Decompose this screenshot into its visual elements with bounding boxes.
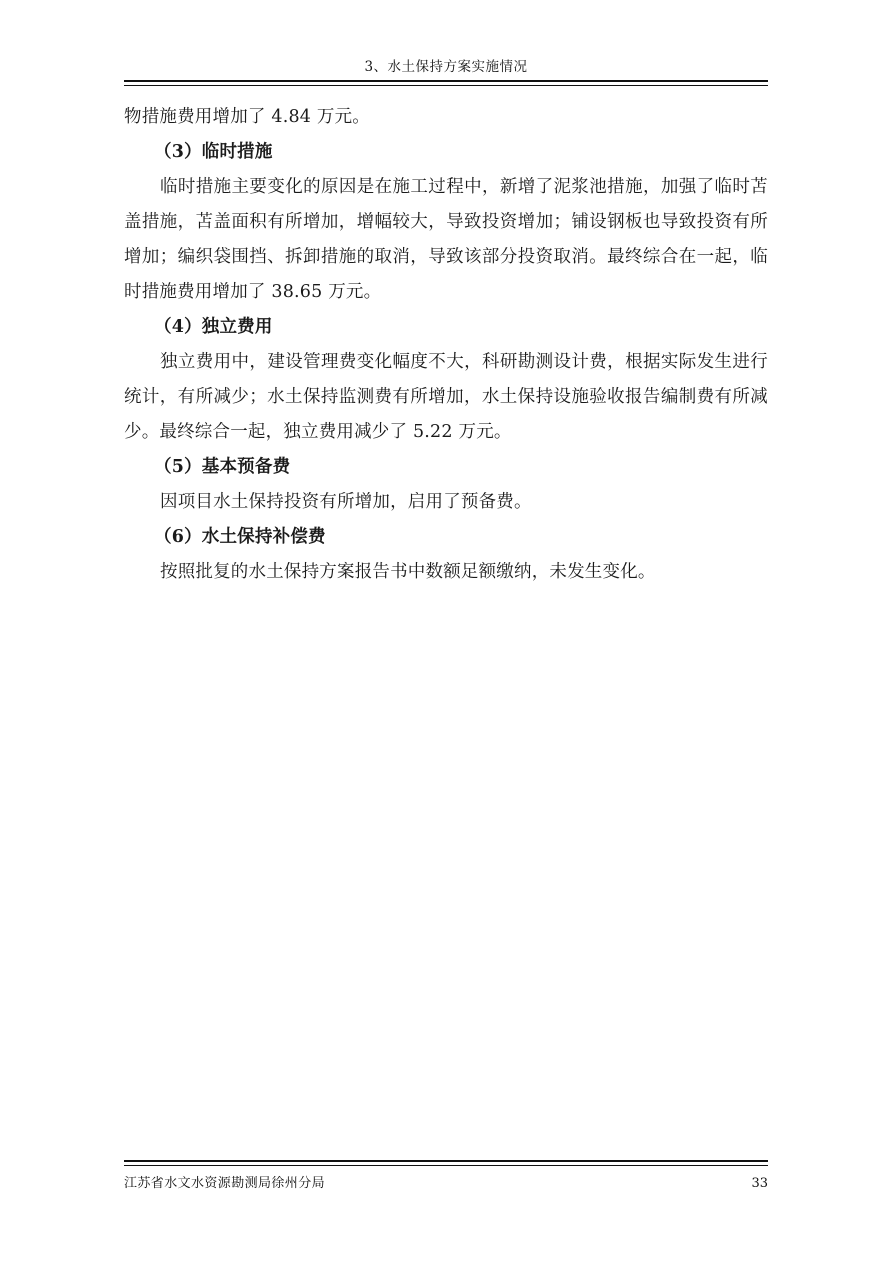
section-heading-4: （4）独立费用 (154, 317, 273, 337)
section-heading-3: （3）临时措施 (154, 142, 273, 162)
section-paragraph-5: 因项目水土保持投资有所增加，启用了预备费。 (160, 492, 532, 512)
header-divider (124, 80, 768, 86)
page-footer (124, 1160, 768, 1191)
footer-row (124, 1172, 768, 1191)
footer-organization: 江苏省水文水资源勘测局徐州分局 (124, 1176, 326, 1191)
continuation-paragraph: 物措施费用增加了 4.84 万元。 (124, 107, 370, 127)
page-number: 33 (751, 1176, 768, 1191)
footer-divider (124, 1160, 768, 1166)
running-head: 3、水土保持方案实施情况 (364, 59, 528, 75)
page-content (124, 55, 768, 590)
section-heading-6: （6）水土保持补偿费 (154, 527, 326, 547)
section-heading-5: （5）基本预备费 (154, 457, 291, 477)
section-paragraph-6: 按照批复的水土保持方案报告书中数额足额缴纳，未发生变化。 (160, 562, 656, 582)
section-paragraph-3: 临时措施主要变化的原因是在施工过程中，新增了泥浆池措施，加强了临时苫盖措施，苫盖面积有所增加，增幅较大，导致投资增加；铺设钢板也导致投资有所增加；编织袋围挡、拆卸措施的取消，导致该部分投资取消。最终综合在一起，临时措施费用增加了 38.65 万元。 (124, 177, 768, 302)
section-paragraph-4: 独立费用中，建设管理费变化幅度不大，科研勘测设计费，根据实际发生进行统计，有所减少；水土保持监测费有所增加，水土保持设施验收报告编制费有所减少。最终综合一起，独立费用减少了 5.22 万元。 (124, 352, 768, 442)
